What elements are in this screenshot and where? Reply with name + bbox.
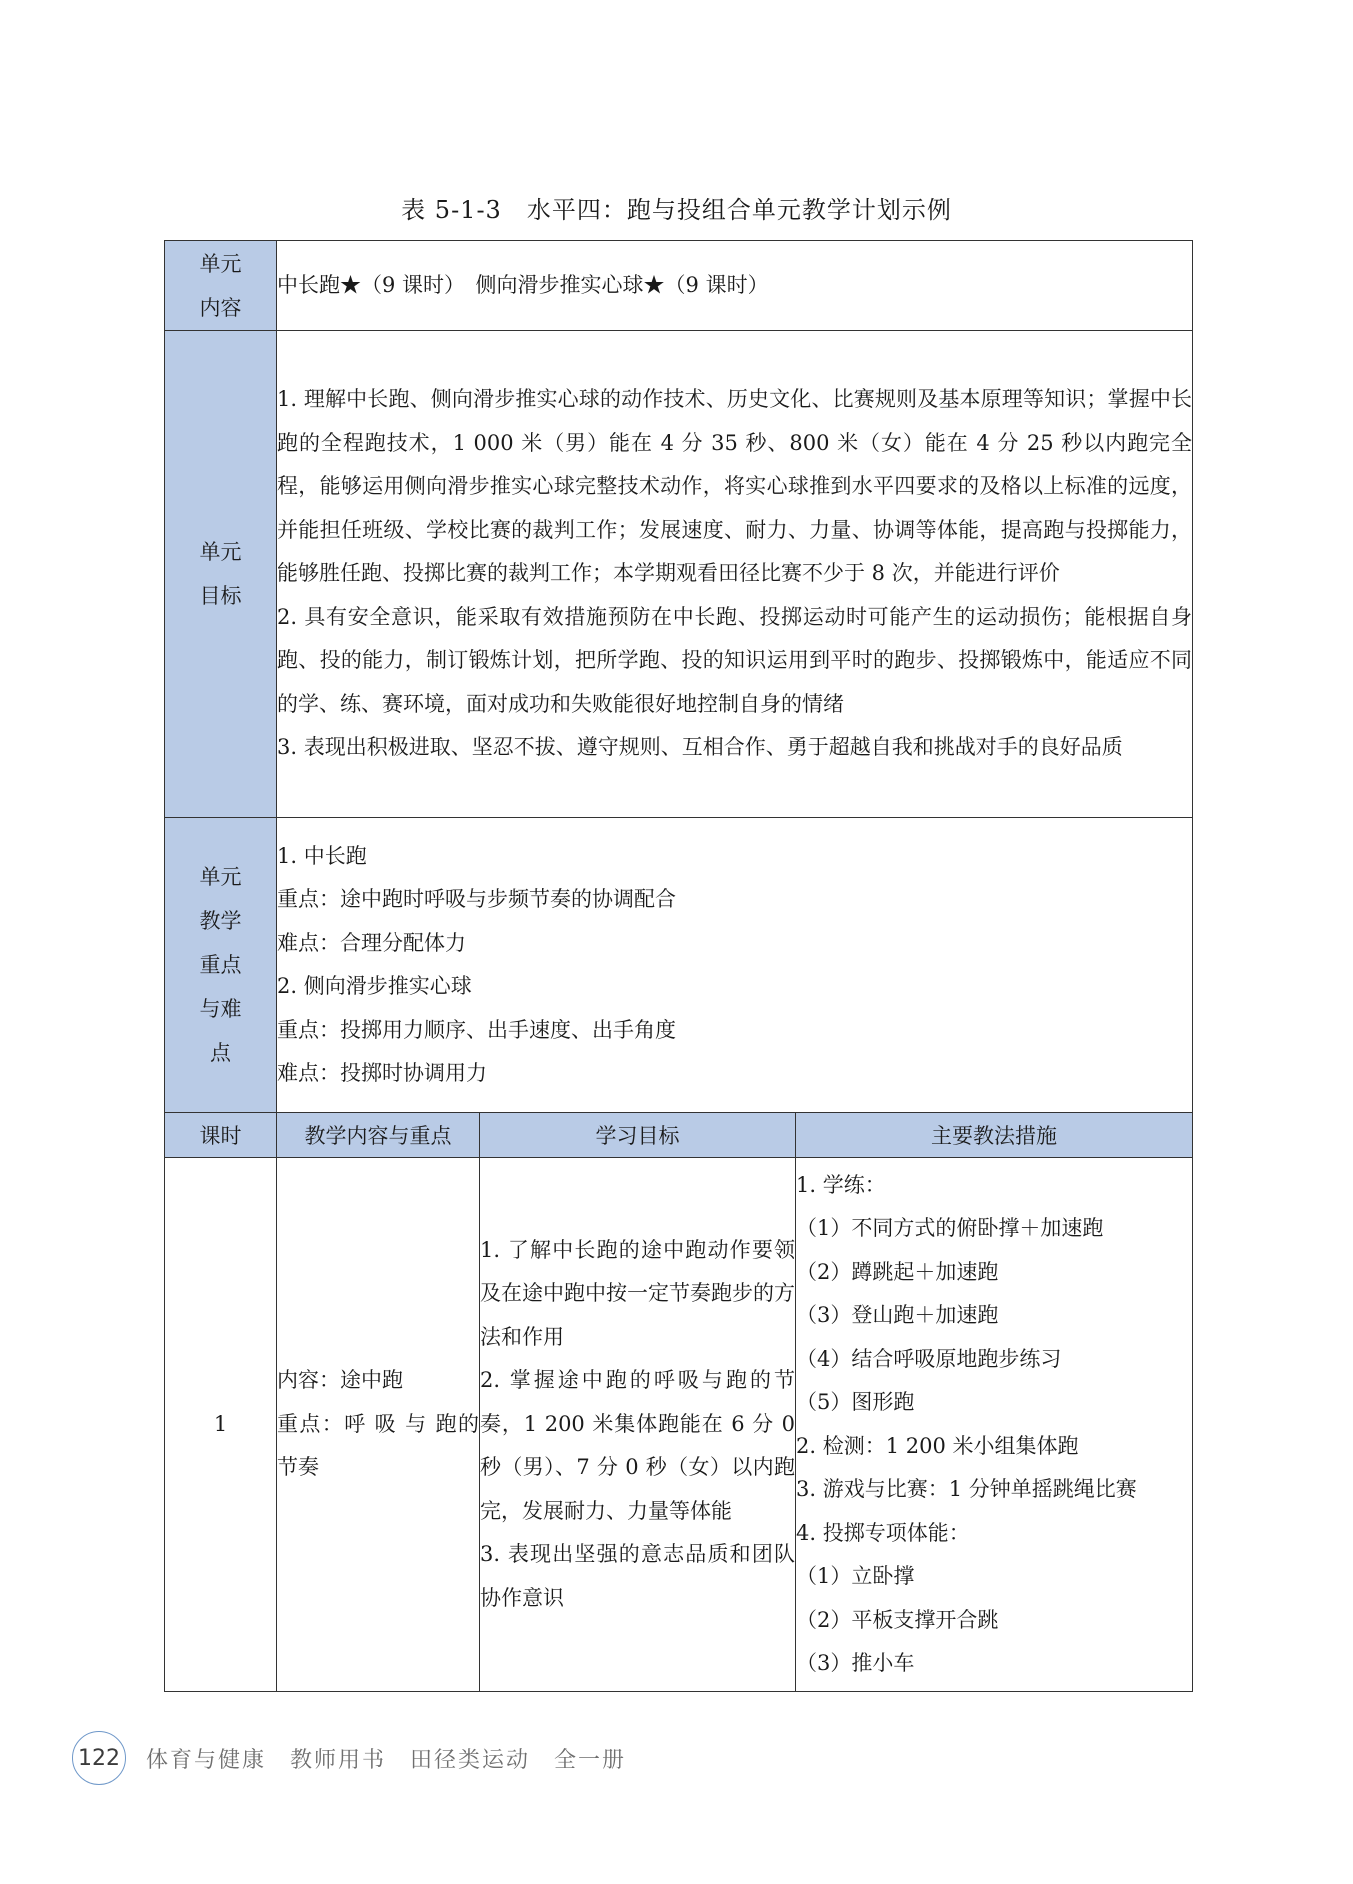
unit-content-row <box>165 241 1193 331</box>
method-line: 2. 检测：1 200 米小组集体跑 <box>796 1433 1079 1458</box>
column-header-content: 教学内容与重点 <box>277 1113 480 1158</box>
unit-goals-text <box>277 331 1193 818</box>
lesson-content <box>277 1158 480 1692</box>
goal-paragraph: 2. 具有安全意识，能采取有效措施预防在中长跑、投掷运动时可能产生的运动损伤；能根据自身跑、投的能力，制订锻炼计划，把所学跑、投的知识运用到平时的跑步、投掷锻炼中，能适应不同的学、练、赛环境，面对成功和失败能很好地控制自身的情绪 <box>277 604 1193 716</box>
key-point-line: 重点：投掷用力顺序、出手速度、出手角度 <box>277 1017 676 1042</box>
method-line: 4. 投掷专项体能： <box>796 1520 970 1545</box>
unit-content-label <box>165 241 277 331</box>
lesson-content-line: 重点：呼 吸 与 跑的节奏 <box>277 1411 479 1480</box>
label-line: 内容 <box>199 295 242 320</box>
lesson-content-line: 内容：途中跑 <box>277 1368 403 1393</box>
key-point-line: 难点：投掷时协调用力 <box>277 1061 487 1085</box>
method-line: （4）结合呼吸原地跑步练习 <box>796 1346 1062 1371</box>
unit-goals-label <box>165 331 277 818</box>
goal-paragraph: 1. 理解中长跑、侧向滑步推实心球的动作技术、历史文化、比赛规则及基本原理等知识；掌握中长跑的全程跑技术，1 000 米（男）能在 4 分 35 秒、800 米（女）能在 4 分 25 秒以内跑完全程，能够运用侧向滑步推实心球完整技术动作，将实心球推到水平四要求的及格以上标准的远度，并能担任班级、学校比赛的裁判工作；发展速度、耐力、力量、协调等体能，提高跑与投掷能力，能够胜任跑、投掷比赛的裁判工作；本学期观看田径比赛不少于 8 次，并能进行评价 <box>277 387 1193 586</box>
label-line: 重点 <box>199 953 242 977</box>
key-point-line: 1. 中长跑 <box>277 843 367 868</box>
column-header-goals: 学习目标 <box>480 1113 796 1158</box>
label-line: 教学 <box>199 909 242 933</box>
key-point-line: 2. 侧向滑步推实心球 <box>277 974 472 998</box>
unit-content-text <box>277 241 1193 331</box>
unit-goals-row <box>165 331 1193 818</box>
label-line: 单元 <box>199 865 242 889</box>
method-line: （1）立卧撑 <box>796 1564 915 1588</box>
unit-key-points-row <box>165 818 1193 1113</box>
method-line: （1）不同方式的俯卧撑＋加速跑 <box>796 1216 1104 1240</box>
lesson-goal-line: 1. 了解中长跑的途中跑动作要领及在途中跑中按一定节奏跑步的方法和作用 <box>480 1237 795 1349</box>
key-point-line: 难点：合理分配体力 <box>277 930 466 955</box>
lesson-goal-line: 2. 掌握途中跑的呼吸与跑的节奏，1 200 米集体跑能在 6 分 0 秒（男）、7 分 0 秒（女）以内跑完，发展耐力、力量等体能 <box>480 1368 795 1523</box>
lesson-period: 1 <box>165 1158 277 1692</box>
method-line: （3）登山跑＋加速跑 <box>796 1303 999 1327</box>
label-line: 点 <box>210 1041 231 1065</box>
key-point-line: 重点：途中跑时呼吸与步频节奏的协调配合 <box>277 887 676 911</box>
method-line: （2）平板支撑开合跳 <box>796 1607 999 1632</box>
unit-key-points-text <box>277 818 1193 1113</box>
method-line: （5）图形跑 <box>796 1390 915 1414</box>
page-footer <box>72 1730 626 1786</box>
column-header-period: 课时 <box>165 1113 277 1158</box>
unit-key-points-label <box>165 818 277 1113</box>
label-line: 与难 <box>199 997 242 1021</box>
column-header-methods: 主要教法措施 <box>796 1113 1193 1158</box>
method-line: 3. 游戏与比赛：1 分钟单摇跳绳比赛 <box>796 1477 1137 1501</box>
method-line: （3）推小车 <box>796 1651 915 1675</box>
column-header-row <box>165 1113 1193 1158</box>
method-line: 1. 学练： <box>796 1172 886 1197</box>
label-line: 目标 <box>199 584 242 608</box>
method-line: （2）蹲跳起＋加速跑 <box>796 1259 999 1284</box>
page-number: 122 <box>72 1731 126 1785</box>
goal-paragraph: 3. 表现出积极进取、坚忍不拔、遵守规则、互相合作、勇于超越自我和挑战对手的良好品质 <box>277 735 1123 760</box>
lesson-methods <box>796 1158 1193 1692</box>
lesson-row <box>165 1158 1193 1692</box>
unit-content-value: 中长跑★（9 课时） 侧向滑步推实心球★（9 课时） <box>277 272 769 297</box>
book-title: 体育与健康 教师用书 田径类运动 全一册 <box>146 1747 627 1773</box>
unit-plan-table <box>164 240 1193 1692</box>
lesson-goal-line: 3. 表现出坚强的意志品质和团队协作意识 <box>480 1542 795 1610</box>
table-caption: 表 5-1-3 水平四：跑与投组合单元教学计划示例 <box>401 196 952 224</box>
lesson-goals <box>480 1158 796 1692</box>
label-line: 单元 <box>199 540 242 564</box>
label-line: 单元 <box>199 251 242 276</box>
